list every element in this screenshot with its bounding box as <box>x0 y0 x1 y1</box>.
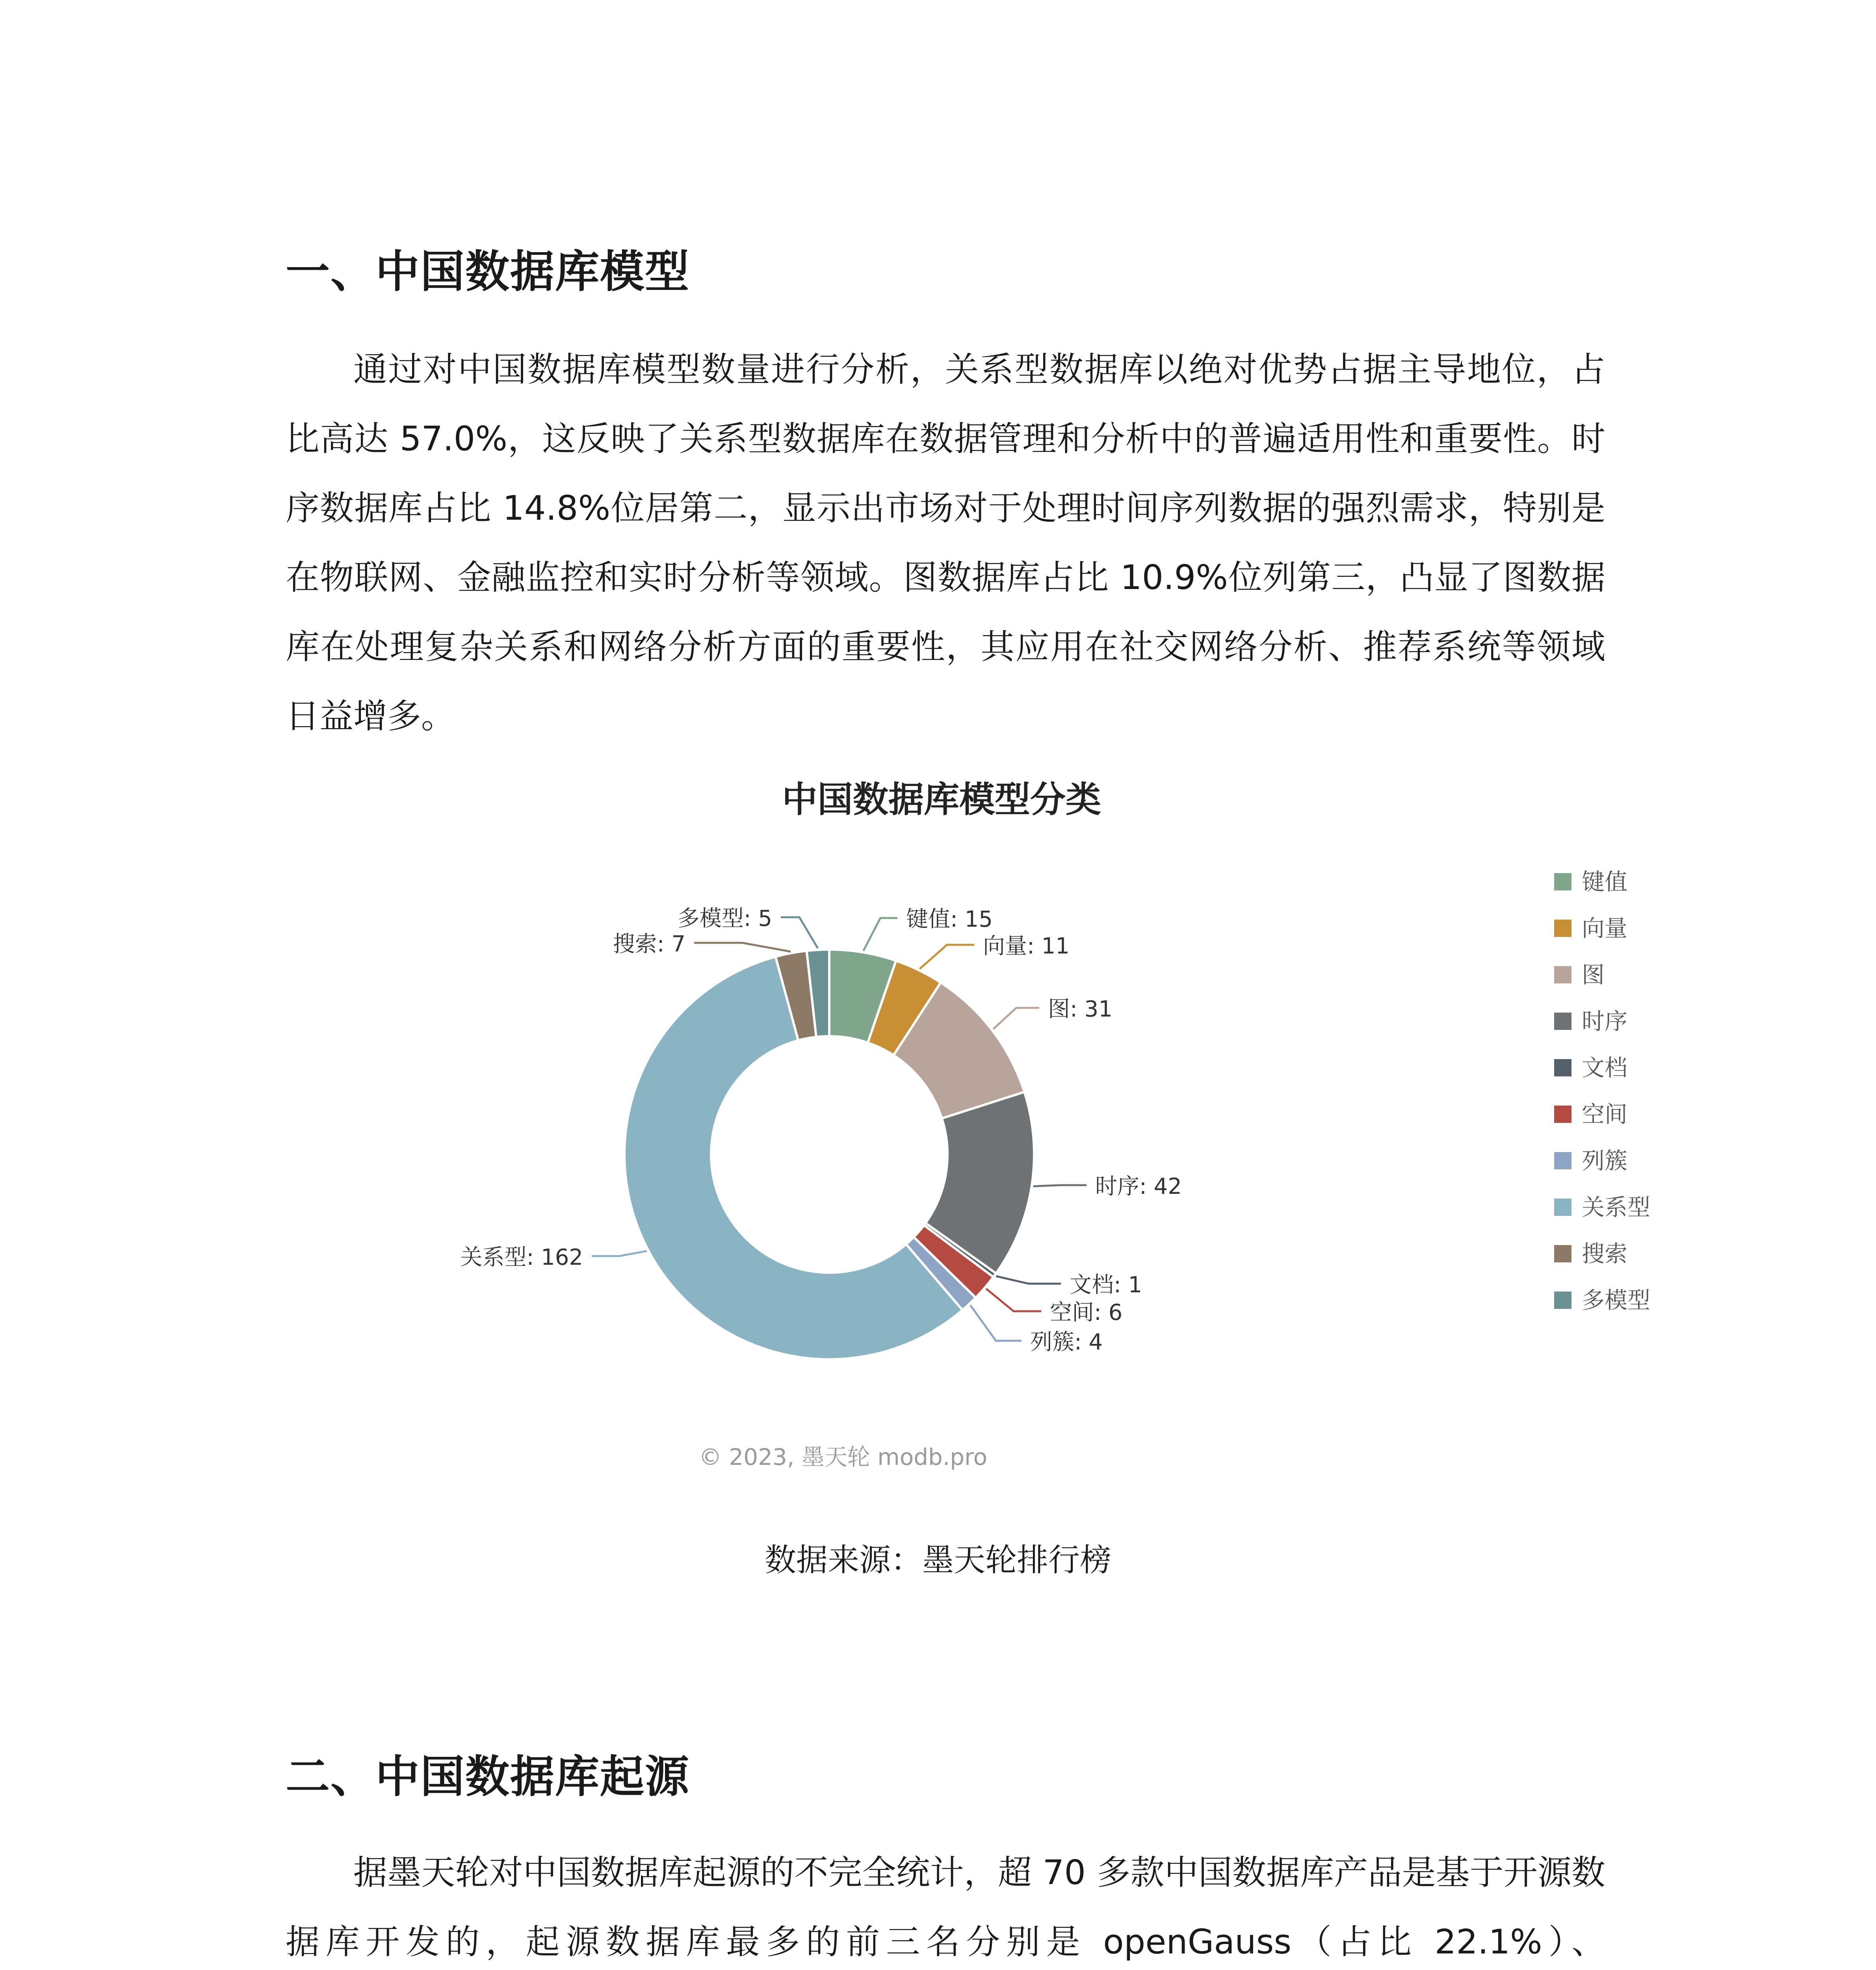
legend-label-2: 图 <box>1582 961 1605 988</box>
slice-label-8: 搜索: 7 <box>613 931 685 957</box>
slice-label-5: 空间: 6 <box>1050 1300 1123 1325</box>
legend-swatch-7 <box>1554 1199 1571 1216</box>
slice-label-2: 图: 31 <box>1048 996 1113 1022</box>
leader-line-0 <box>864 918 897 951</box>
slice-label-3: 时序: 42 <box>1095 1174 1182 1199</box>
legend-label-0: 键值 <box>1582 868 1628 895</box>
leader-line-8 <box>694 943 791 952</box>
chart-watermark: © 2023, 墨天轮 modb.pro <box>698 1444 988 1470</box>
slice-label-6: 列簇: 4 <box>1030 1329 1103 1355</box>
leader-line-1 <box>920 945 974 969</box>
slice-label-9: 多模型: 5 <box>677 906 772 931</box>
legend-swatch-8 <box>1554 1245 1571 1262</box>
legend-label-1: 向量 <box>1582 915 1628 942</box>
legend-label-7: 关系型 <box>1582 1194 1651 1221</box>
legend-label-5: 空间 <box>1582 1101 1628 1128</box>
legend-swatch-3 <box>1554 1013 1571 1030</box>
slice-label-1: 向量: 11 <box>983 933 1070 959</box>
leader-line-2 <box>993 1008 1039 1029</box>
legend-label-9: 多模型 <box>1582 1287 1651 1314</box>
leader-line-9 <box>781 917 818 948</box>
leader-line-7 <box>592 1251 647 1256</box>
slice-label-4: 文档: 1 <box>1070 1272 1142 1298</box>
leader-line-3 <box>1033 1185 1087 1186</box>
legend-label-8: 搜索 <box>1582 1240 1628 1267</box>
legend-label-3: 时序 <box>1582 1008 1628 1035</box>
data-source-note: 数据来源：墨天轮排行榜 <box>765 1542 1111 1578</box>
legend-swatch-2 <box>1554 966 1571 983</box>
section-1-heading: 一、中国数据库模型 <box>286 246 690 297</box>
legend-swatch-5 <box>1554 1106 1571 1123</box>
legend-swatch-4 <box>1554 1059 1571 1076</box>
legend-label-4: 文档 <box>1582 1054 1628 1081</box>
legend-swatch-6 <box>1554 1152 1571 1169</box>
legend-swatch-0 <box>1554 873 1571 890</box>
slice-label-7: 关系型: 162 <box>460 1245 583 1270</box>
section-2-paragraph: 据墨天轮对中国数据库起源的不完全统计，超 70 多款中国数据库产品是基于开源数据库开发的，起源数据库最多的前三名分别是 openGauss（占比 22.1%）、 <box>286 1853 1605 1962</box>
leader-line-5 <box>986 1289 1041 1311</box>
chart-title: 中国数据库模型分类 <box>782 779 1101 820</box>
legend-swatch-1 <box>1554 920 1571 937</box>
slice-label-0: 键值: 15 <box>906 907 993 932</box>
legend-swatch-9 <box>1554 1292 1571 1309</box>
leader-line-4 <box>996 1276 1061 1284</box>
section-2-heading: 二、中国数据库起源 <box>286 1751 690 1803</box>
legend-label-6: 列簇 <box>1582 1147 1628 1174</box>
section-1-paragraph: 通过对中国数据库模型数量进行分析，关系型数据库以绝对优势占据主导地位，占比高达 57.0%，这反映了关系型数据库在数据管理和分析中的普遍适用性和重要性。时序数据库占比 14.8%位居第二，显示出市场对于处理时间序列数据的强烈需求，特别是在物联网、金融监控和实时分析等领域。图数据库占比 10.9%位列第三，凸显了图数据库在处理复杂关系和网络分析方面的重要性，其应用在社交网络分析、推荐系统等领域日益增多。 <box>286 350 1605 736</box>
